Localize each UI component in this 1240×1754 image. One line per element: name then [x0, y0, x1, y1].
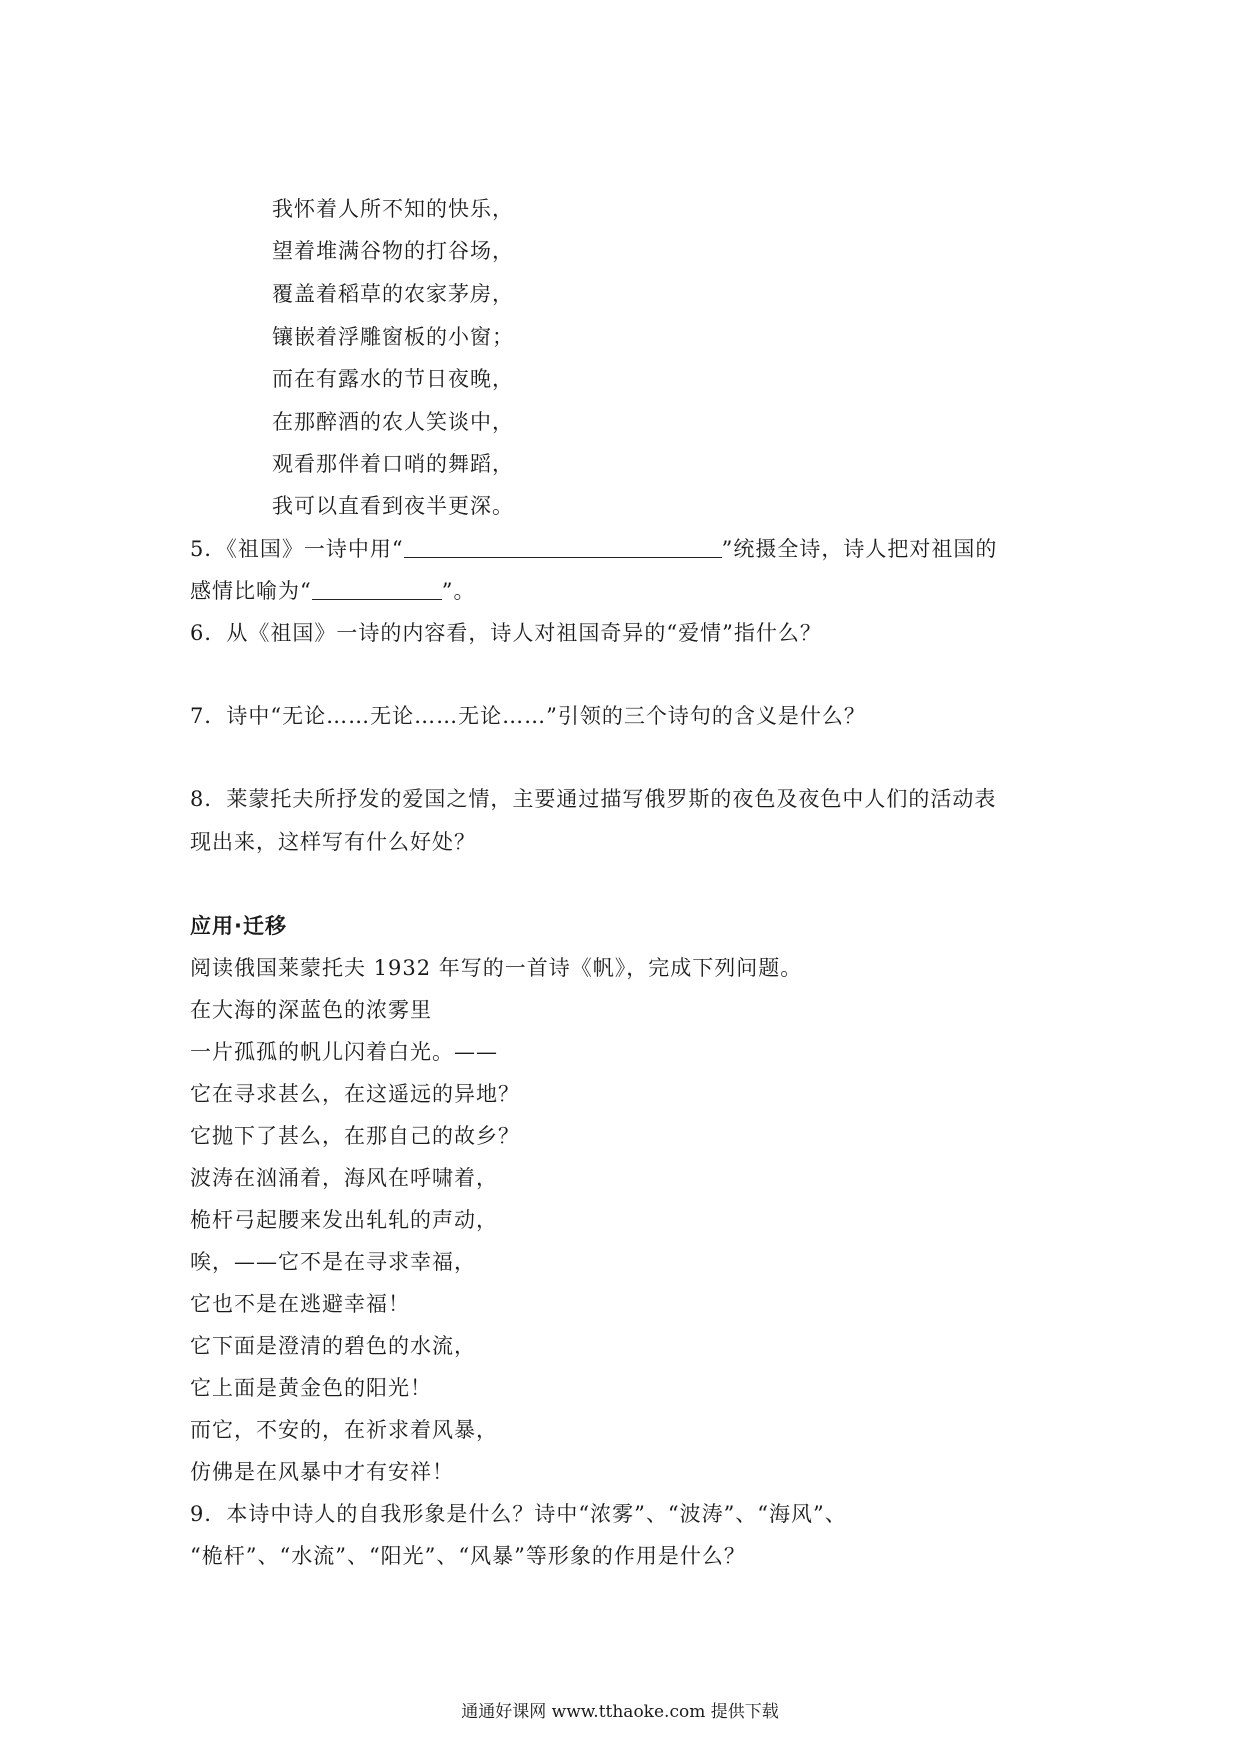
question-9-line-1: 9．本诗中诗人的自我形象是什么？诗中“浓雾”、“波涛”、“海风”、 — [190, 1502, 847, 1526]
poem-line: 仿佛是在风暴中才有安祥！ — [190, 1460, 454, 1484]
poem-line: 它上面是黄金色的阳光！ — [190, 1376, 432, 1400]
poem-line: 而在有露水的节日夜晚， — [272, 367, 514, 391]
question-7: 7．诗中“无论……无论……无论……”引领的三个诗句的含义是什么？ — [190, 704, 866, 728]
question-5-text: 5．《祖国》一诗中用“ — [190, 537, 404, 561]
question-8-line-2: 现出来，这样写有什么好处？ — [190, 830, 476, 854]
section-heading: 应用·迁移 — [190, 914, 287, 938]
poem-line: 一片孤孤的帆儿闪着白光。—— — [190, 1040, 498, 1064]
poem-line: 它也不是在逃避幸福！ — [190, 1292, 410, 1316]
poem-line: 它在寻求甚么，在这遥远的异地？ — [190, 1082, 520, 1106]
poem-line: 望着堆满谷物的打谷场， — [272, 239, 514, 263]
poem-line: 而它，不安的，在祈求着风暴， — [190, 1418, 498, 1442]
reading-instruction: 阅读俄国莱蒙托夫 1932 年写的一首诗《帆》，完成下列问题。 — [190, 956, 803, 980]
poem-line: 在大海的深蓝色的浓雾里 — [190, 998, 432, 1022]
page-footer: 通通好课网 www.tthaoke.com 提供下载 — [461, 1702, 779, 1722]
poem-line: 我可以直看到夜半更深。 — [272, 494, 514, 518]
question-5-line-2 — [190, 576, 476, 606]
poem-line: 覆盖着稻草的农家茅房， — [272, 282, 514, 306]
question-5-text: ”。 — [441, 579, 476, 603]
poem-line: 波涛在汹涌着，海风在呼啸着， — [190, 1166, 498, 1190]
poem-line: 镶嵌着浮雕窗板的小窗； — [272, 325, 514, 349]
question-5-text: 感情比喻为“ — [190, 579, 312, 603]
poem-line: 在那醉酒的农人笑谈中， — [272, 410, 514, 434]
poem-line: 观看那伴着口哨的舞蹈， — [272, 452, 514, 476]
answer-blank[interactable] — [404, 535, 722, 558]
poem-line: 唉，——它不是在寻求幸福， — [190, 1250, 476, 1274]
question-5-line-1 — [190, 534, 997, 564]
poem-line: 它下面是澄清的碧色的水流， — [190, 1334, 476, 1358]
poem-line: 它抛下了甚么，在那自己的故乡？ — [190, 1124, 520, 1148]
question-6: 6．从《祖国》一诗的内容看，诗人对祖国奇异的“爱情”指什么？ — [190, 621, 822, 645]
poem-line: 桅杆弓起腰来发出轧轧的声动， — [190, 1208, 498, 1232]
poem-line: 我怀着人所不知的快乐， — [272, 197, 514, 221]
question-8-line-1: 8．莱蒙托夫所抒发的爱国之情，主要通过描写俄罗斯的夜色及夜色中人们的活动表 — [190, 787, 997, 811]
question-5-text: ”统摄全诗，诗人把对祖国的 — [721, 537, 998, 561]
answer-blank[interactable] — [312, 577, 442, 600]
question-9-line-2: “桅杆”、“水流”、“阳光”、“风暴”等形象的作用是什么？ — [190, 1544, 746, 1568]
